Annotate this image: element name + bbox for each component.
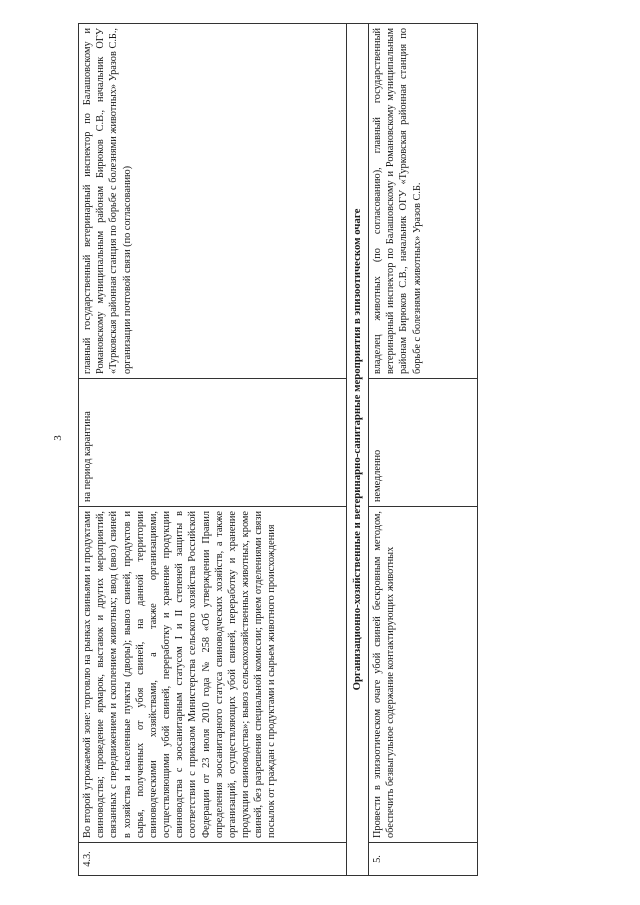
responsible-text: главный государственный ветеринарный инспектор по Балашовскому и Романовскому муниципальным районам Бирюков С.В., начальник ОГУ «Турковская районная станция по борьбе с болезнями животных» Уразов С.Б., организации почтовой связи (по согласованию) bbox=[79, 24, 347, 379]
row-number: 4.3. bbox=[79, 843, 347, 876]
row-number: 5. bbox=[369, 843, 478, 876]
measure-text: Во второй угрожаемой зоне: торговлю на рынках свиньями и продуктами свиноводства; проведение ярмарок, выставок и других мероприятий, связанных с передвижением и скоплением животных; ввод (ввоз) свиней в хозяйства и населенные пункты (дворы); вывоз свиней, продуктов и сырья, полученных от убоя свиней, на данной территории свиноводческими хозяйствами, а также организациями, осуществляющими убой свиней, переработку и хранение продукции свиноводства с зоосанитарным статусом I и II степеней защиты в соответствии с приказом Министерства сельского хозяйства Российской Федерации от 23 июля 2010 года № 258 «Об утверждении Правил определения зоосанитарного статуса свиноводческих хозяйств, а также организаций, осуществляющих убой свиней, переработку и хранение продукции свиноводства»; вывоз сельскохозяйственных животных, кроме свиней, без разрешения специальной комиссии; прием отделениями связи посылок от граждан с продуктами и сырьем животного происхождения bbox=[79, 507, 347, 843]
table-row bbox=[79, 24, 347, 876]
measures-table bbox=[78, 23, 478, 876]
table-row bbox=[369, 24, 478, 876]
page-number: 3 bbox=[52, 435, 64, 441]
responsible-text: владелец животных (по согласованию), главный государственный ветеринарный инспектор по Балашовскому и Романовскому муниципальным районам Бирюков С.В., начальник ОГУ «Турковская районная станция по борьбе с болезнями животных» Уразов С.Б. bbox=[369, 24, 478, 379]
section-heading-row bbox=[347, 24, 369, 876]
measure-text: Провести в эпизоотическом очаге убой свиней бескровным методом, обеспечить безвыгульное содержание контактирующих животных bbox=[369, 507, 478, 843]
term-text: немедленно bbox=[369, 379, 478, 507]
section-heading: Организационно-хозяйственные и ветеринарно-санитарные мероприятия в эпизоотическом очаге bbox=[347, 24, 369, 876]
term-text: на период карантина bbox=[79, 379, 347, 507]
measures-table-page bbox=[78, 24, 478, 876]
